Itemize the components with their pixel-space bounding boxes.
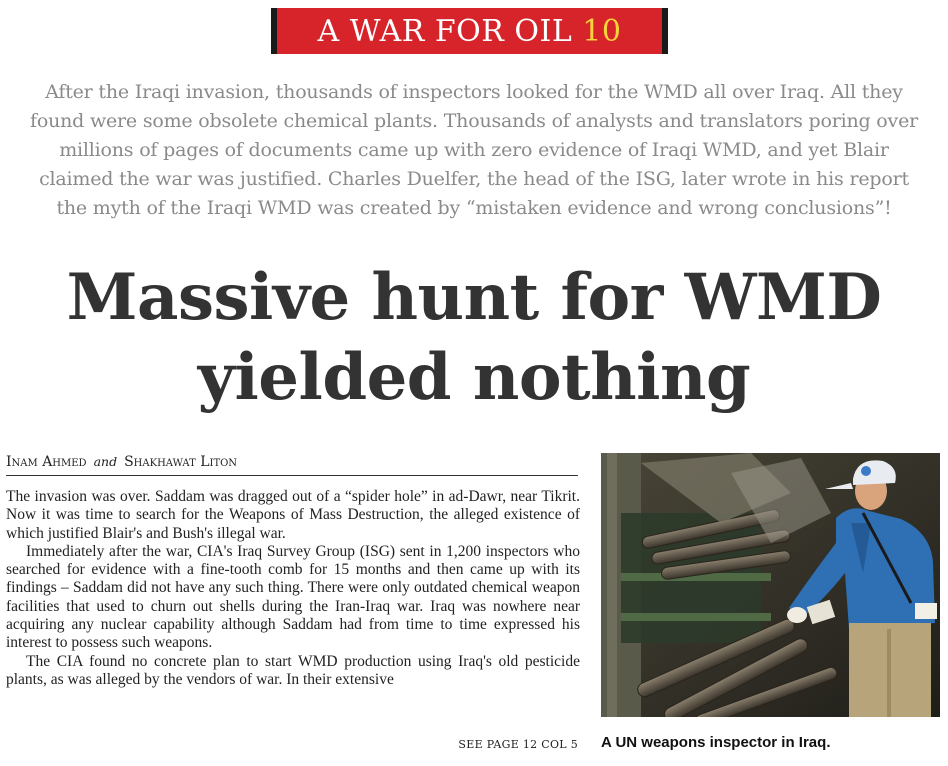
author-2: Shakhawat Liton	[124, 454, 238, 470]
byline-conjunction: and	[93, 454, 118, 469]
series-title: A WAR FOR OIL	[317, 13, 573, 49]
headline-line-2: yielded nothing	[197, 340, 751, 415]
article-paragraph: The invasion was over. Saddam was dragged out of a “spider hole” in ad-Dawr, near Tikrit. Now it was time to search for the Weapons of Mass Destruction, the alleged existence of which justified Blair's and Bush's illegal war.	[6, 488, 580, 542]
inspector-photo	[601, 453, 940, 717]
headline	[0, 258, 948, 418]
article-paragraph: The CIA found no concrete plan to start WMD production using Iraq's old pesticide plants, as was alleged by the vendors of war. In their extensive	[6, 652, 580, 688]
series-number: 10	[582, 13, 622, 49]
photo-caption: A UN weapons inspector in Iraq.	[601, 734, 831, 751]
series-banner	[271, 8, 668, 54]
author-1: Inam Ahmed	[6, 454, 87, 470]
byline	[6, 454, 578, 476]
continuation-line: SEE PAGE 12 COL 5	[458, 738, 578, 751]
article-body	[6, 488, 580, 689]
headline-line-1: Massive hunt for WMD	[66, 260, 882, 335]
intro-paragraph: After the Iraqi invasion, thousands of inspectors looked for the WMD all over Iraq. All they found were some obsolete chemical plants. Thousands of analysts and translators poring over millions of pages of documents came up with zero evidence of Iraqi WMD, and yet Blair claimed the war was justified. Charles Duelfer, the head of the ISG, later wrote in his report the myth of the Iraqi WMD was created by “mistaken evidence and wrong conclusions”!	[30, 81, 919, 219]
article-paragraph: Immediately after the war, CIA's Iraq Survey Group (ISG) sent in 1,200 inspectors who searched for evidence with a fine-tooth comb for 15 months and then came up with its findings – Saddam did not have any such thing. There were only outdated chemical weapon facilities that used to churn out shells during the Iran-Iraq war. Iraq was nowhere near acquiring any nuclear capability although Saddam had from time to time expressed his interest to possess such weapons.	[6, 542, 580, 652]
